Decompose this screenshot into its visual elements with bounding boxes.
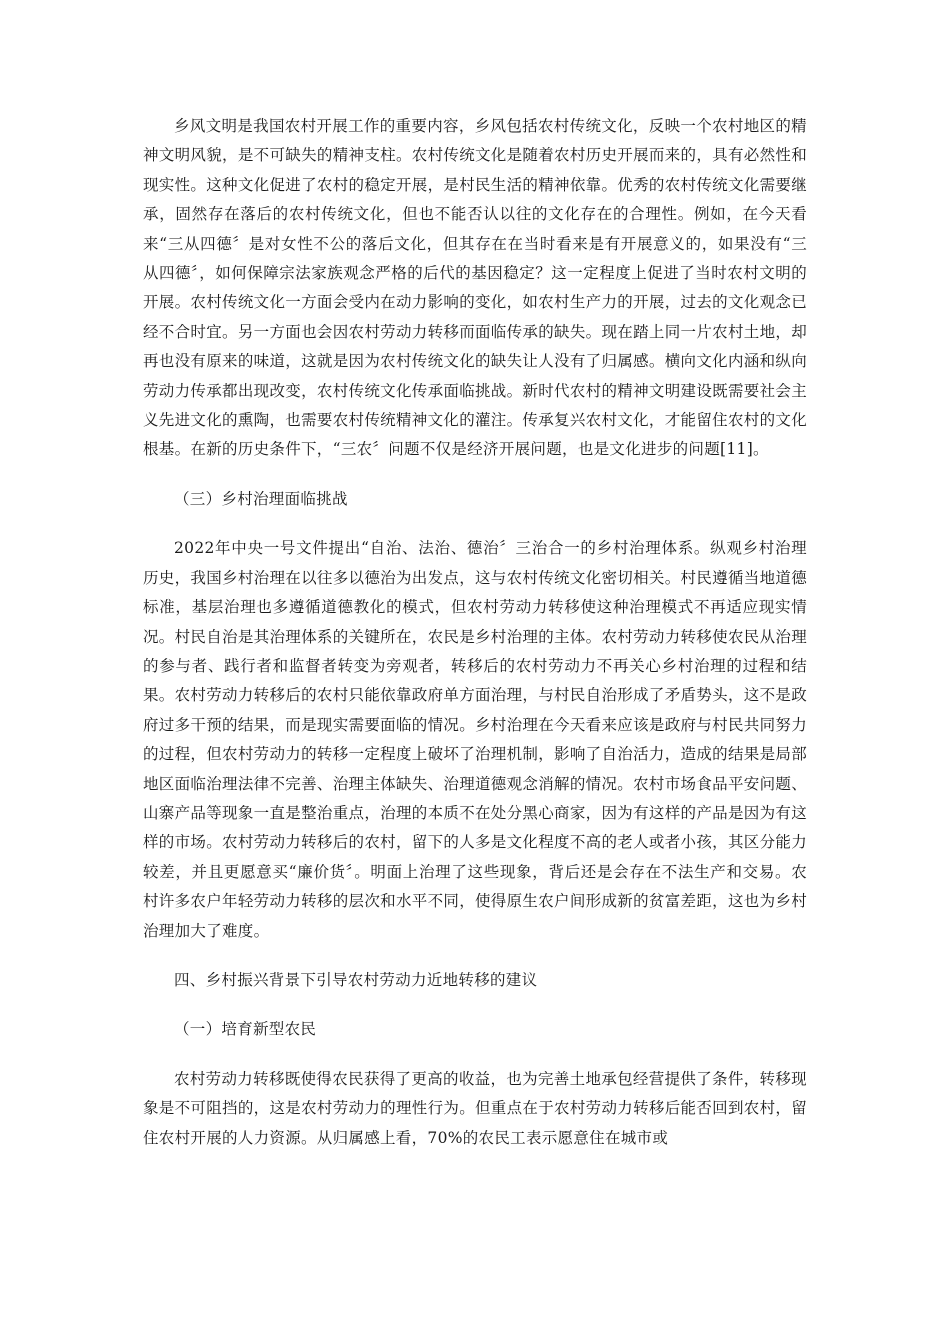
document-page xyxy=(143,112,807,1153)
paragraph-rural-culture: 乡风文明是我国农村开展工作的重要内容，乡风包括农村传统文化，反映一个农村地区的精神文明风貌，是不可缺失的精神支柱。农村传统文化是随着农村历史开展而来的，具有必然性和现实性。这种文化促进了农村的稳定开展，是村民生活的精神依靠。优秀的农村传统文化需要继承，固然存在落后的农村传统文化，但也不能否认以往的文化存在的合理性。例如，在今天看来“三从四德〞是对女性不公的落后文化，但其存在在当时看来是有开展意义的，如果没有“三从四德〞，如何保障宗法家族观念严格的后代的基因稳定？这一定程度上促进了当时农村文明的开展。农村传统文化一方面会受内在动力影响的变化，如农村生产力的开展，过去的文化观念已经不合时宜。另一方面也会因农村劳动力转移而面临传承的缺失。现在踏上同一片农村土地，却再也没有原来的味道，这就是因为农村传统文化的缺失让人没有了归属感。横向文化内涵和纵向劳动力传承都出现改变，农村传统文化传承面临挑战。新时代农村的精神文明建设既需要社会主义先进文化的熏陶，也需要农村传统精神文化的灌注。传承复兴农村文化，才能留住农村的文化根基。在新的历史条件下，“三农〞问题不仅是经济开展问题，也是文化进步的问题[11]。 xyxy=(143,117,807,459)
subheading-new-farmers: （一）培育新型农民 xyxy=(174,1020,317,1039)
paragraph-new-farmers: 农村劳动力转移既使得农民获得了更高的收益，也为完善土地承包经营提供了条件，转移现象是不可阻挡的，这是农村劳动力的理性行为。但重点在于农村劳动力转移后能否回到农村，留住农村开展的人力资源。从归属感上看，70%的农民工表示愿意住在城市或 xyxy=(143,1069,807,1147)
section-heading-suggestions: 四、乡村振兴背景下引导农村劳动力近地转移的建议 xyxy=(174,970,538,989)
subheading-rural-governance: （三）乡村治理面临挑战 xyxy=(174,489,348,508)
paragraph-rural-governance: 2022年中央一号文件提出“自治、法治、德治〞三治合一的乡村治理体系。纵观乡村治理历史，我国乡村治理在以往多以德治为出发点，这与农村传统文化密切相关。村民遵循当地道德标准，基层治理也多遵循道德教化的模式，但农村劳动力转移使这种治理模式不再适应现实情况。村民自治是其治理体系的关键所在，农民是乡村治理的主体。农村劳动力转移使农民从治理的参与者、践行者和监督者转变为旁观者，转移后的农村劳动力不再关心乡村治理的过程和结果。农村劳动力转移后的农村只能依靠政府单方面治理，与村民自治形成了矛盾势头，这不是政府过多干预的结果，而是现实需要面临的情况。乡村治理在今天看来应该是政府与村民共同努力的过程，但农村劳动力的转移一定程度上破坏了治理机制，影响了自治活力，造成的结果是局部地区面临治理法律不完善、治理主体缺失、治理道德观念消解的情况。农村市场食品平安问题、山寨产品等现象一直是整治重点，治理的本质不在处分黑心商家，因为有这样的产品是因为有这样的市场。农村劳动力转移后的农村，留下的人多是文化程度不高的老人或者小孩，其区分能力较差，并且更愿意买“廉价货〞。明面上治理了这些现象，背后还是会存在不法生产和交易。农村许多农户年轻劳动力转移的层次和水平不同，使得原生农户间形成新的贫富差距，这也为乡村治理加大了难度。 xyxy=(143,539,807,940)
